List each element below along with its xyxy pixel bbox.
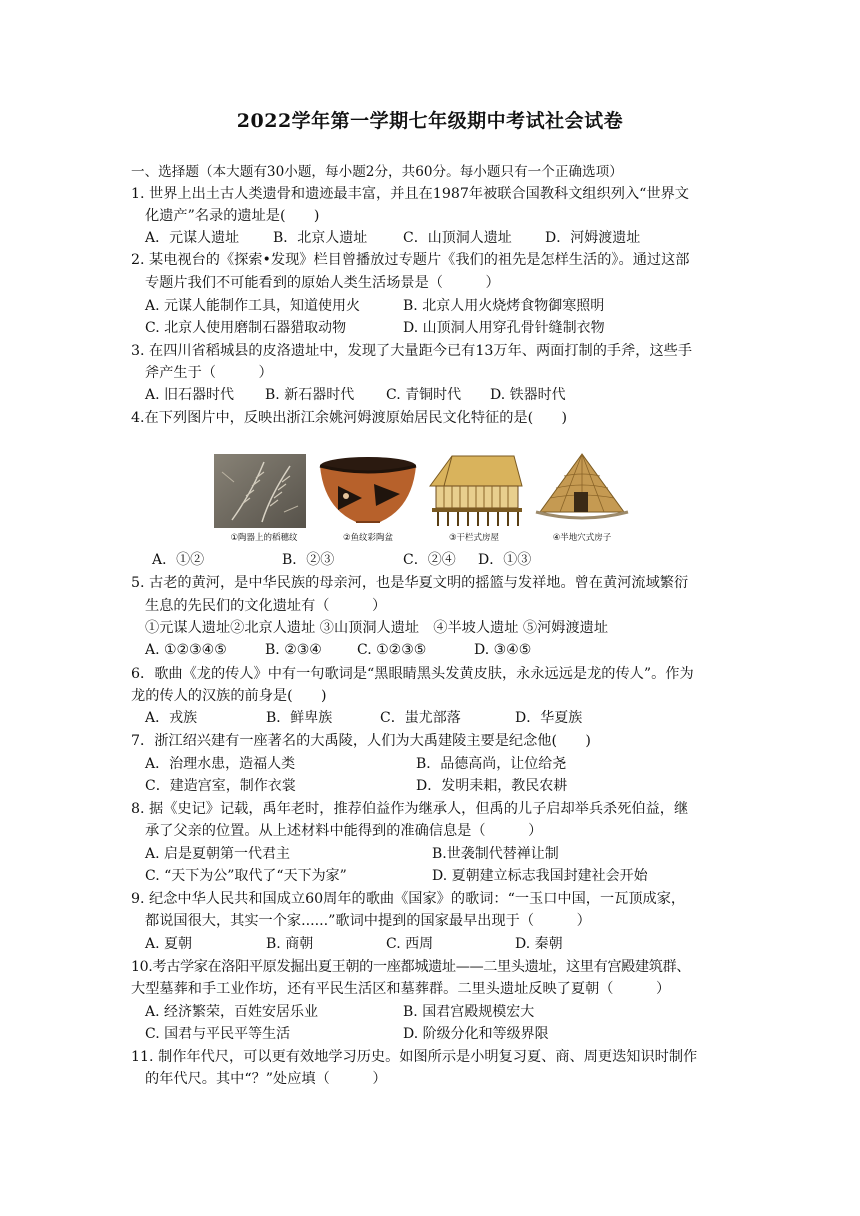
question-2-option-a: A. 元谋人能制作工具，知道使用火 — [145, 298, 361, 314]
question-5-option-d: D. ③④⑤ — [474, 642, 532, 658]
figure-fish-basin — [316, 452, 420, 548]
question-8-option-d: D. 夏朝建立标志我国封建社会开始 — [432, 868, 648, 884]
figure-rice-pattern — [212, 452, 316, 548]
question-1-text-cont: 化遗产”名录的遗址是( ) — [145, 208, 320, 224]
question-3-option-a: A. 旧石器时代 — [145, 387, 235, 403]
question-4-option-a: A．①② — [152, 552, 205, 568]
question-2-option-b: B. 北京人用火烧烤食物御寒照明 — [403, 298, 605, 314]
question-9-text: 9. 纪念中华人民共和国成立60周年的歌曲《国家》的歌词：“一玉口中国，一瓦顶成家， — [131, 891, 686, 907]
question-7-option-d: D．发明耒耜，教民农耕 — [416, 778, 568, 794]
question-3-text: 3. 在四川省稻城县的皮洛遗址中，发现了大量距今已有13万年、两面打制的手斧，这些手 — [131, 343, 693, 359]
question-1-option-c: C．山顶洞人遗址 — [403, 230, 512, 246]
question-2-option-d: D. 山顶洞人用穿孔骨针缝制衣物 — [403, 320, 605, 336]
question-2-text-cont: 专题片我们不可能看到的原始人类生活场景是（ ） — [145, 275, 500, 291]
question-7-text: 7．浙江绍兴建有一座著名的大禹陵，人们为大禹建陵主要是纪念他( ) — [131, 733, 591, 749]
question-8-text-cont: 承了父亲的位置。从上述材料中能得到的准确信息是（ ） — [145, 823, 543, 839]
question-9-option-b: B. 商朝 — [266, 936, 314, 952]
figure-4-caption: ④半地穴式房子 — [552, 533, 612, 543]
figure-semi-subterranean-house — [530, 452, 634, 548]
question-3-text-cont: 斧产生于（ ） — [145, 365, 273, 381]
question-3-option-d: D. 铁器时代 — [490, 387, 566, 403]
question-9-option-a: A. 夏朝 — [145, 936, 193, 952]
figure-3-caption: ③干栏式房屋 — [448, 533, 500, 543]
stilt-house-image — [422, 452, 526, 530]
question-1-option-b: B．北京人遗址 — [273, 230, 368, 246]
figure-stilt-house — [422, 452, 526, 548]
section-heading: 一、选择题（本大题有30小题，每小题2分，共60分。每小题只有一个正确选项） — [131, 164, 623, 180]
question-11-text-cont: 的年代尺。其中“？”处应填（ ） — [145, 1071, 387, 1087]
question-3-option-b: B. 新石器时代 — [265, 387, 355, 403]
rice-pattern-image — [212, 452, 308, 530]
question-10-option-b: B. 国君宫殿规模宏大 — [403, 1004, 535, 1020]
question-5-option-c: C. ①②③⑤ — [357, 642, 427, 658]
question-9-option-d: D. 秦朝 — [515, 936, 563, 952]
question-10-option-a: A. 经济繁荣，百姓安居乐业 — [145, 1004, 319, 1020]
question-1-text: 1. 世界上出土古人类遗骨和遗迹最丰富，并且在1987年被联合国教科文组织列入“世界文 — [131, 186, 689, 202]
question-6-option-b: B．鲜卑族 — [266, 710, 333, 726]
question-6-option-d: D．华夏族 — [515, 710, 583, 726]
question-2-text: 2. 某电视台的《探索•发现》栏目曾播放过专题片《我们的祖先是怎样生活的》。通过这部 — [131, 252, 690, 268]
question-4-option-c: C．②④ — [403, 552, 456, 568]
question-4-option-d: D．①③ — [478, 552, 532, 568]
question-7-option-b: B．品德高尚，让位给尧 — [416, 756, 567, 772]
fish-basin-image — [316, 452, 420, 530]
question-10-text: 10.考古学家在洛阳平原发掘出夏王朝的一座都城遗址——二里头遗址，这里有宫殿建筑群、 — [131, 959, 691, 975]
question-6-text-cont: 龙的传人的汉族的前身是( ) — [131, 688, 327, 704]
question-1-option-d: D．河姆渡遗址 — [545, 230, 641, 246]
question-10-option-c: C. 国君与平民平等生活 — [145, 1026, 291, 1042]
question-11-text: 11. 制作年代尺，可以更有效地学习历史。如图所示是小明复习夏、商、周更迭知识时制作 — [131, 1049, 698, 1065]
question-5-text: 5. 古老的黄河，是中华民族的母亲河，也是华夏文明的摇篮与发祥地。曾在黄河流域繁衍 — [131, 575, 689, 591]
semi-subterranean-house-image — [530, 452, 634, 530]
question-6-option-c: C．蚩尤部落 — [380, 710, 461, 726]
question-7-option-c: C．建造宫室，制作衣裳 — [145, 778, 296, 794]
figure-2-caption: ②鱼纹彩陶盆 — [342, 533, 394, 543]
question-8-text: 8. 据《史记》记载，禹年老时，推荐伯益作为继承人，但禹的儿子启却举兵杀死伯益，继 — [131, 801, 689, 817]
question-9-option-c: C. 西周 — [386, 936, 434, 952]
question-7-option-a: A．治理水患，造福人类 — [145, 756, 296, 772]
question-4-text: 4.在下列图片中，反映出浙江余姚河姆渡原始居民文化特征的是( ) — [131, 410, 568, 426]
figure-1-caption: ①陶器上的稻穗纹 — [230, 533, 298, 543]
question-8-option-a: A. 启是夏朝第一代君主 — [145, 846, 291, 862]
question-10-option-d: D. 阶级分化和等级界限 — [403, 1026, 549, 1042]
question-10-text-cont: 大型墓葬和手工业作坊，还有平民生活区和墓葬群。二里头遗址反映了夏朝（ ） — [131, 981, 671, 997]
question-5-option-b: B. ②③④ — [265, 642, 322, 658]
exam-title: 2022学年第一学期七年级期中考试社会试卷 — [236, 110, 624, 132]
question-2-option-c: C. 北京人使用磨制石器猎取动物 — [145, 320, 347, 336]
question-5-option-a: A. ①②③④⑤ — [145, 642, 227, 658]
question-9-text-cont: 都说国很大，其实一个家......”歌词中提到的国家最早出现于（ ） — [145, 913, 591, 929]
question-1-option-a: A．元谋人遗址 — [145, 230, 240, 246]
question-5-items: ①元谋人遗址②北京人遗址 ③山顶洞人遗址 ④半坡人遗址 ⑤河姆渡遗址 — [145, 620, 609, 636]
question-3-option-c: C. 青铜时代 — [386, 387, 462, 403]
question-4-figures — [212, 452, 642, 548]
question-4-option-b: B．②③ — [282, 552, 335, 568]
question-6-option-a: A．戎族 — [145, 710, 198, 726]
question-8-option-b: B.世袭制代替禅让制 — [432, 846, 559, 862]
question-5-text-cont: 生息的先民们的文化遗址有（ ） — [145, 598, 387, 614]
question-8-option-c: C. “天下为公”取代了“天下为家” — [145, 868, 347, 884]
question-6-text: 6．歌曲《龙的传人》中有一句歌词是“黑眼睛黑头发黄皮肤，永永远远是龙的传人”。作为 — [131, 666, 694, 682]
